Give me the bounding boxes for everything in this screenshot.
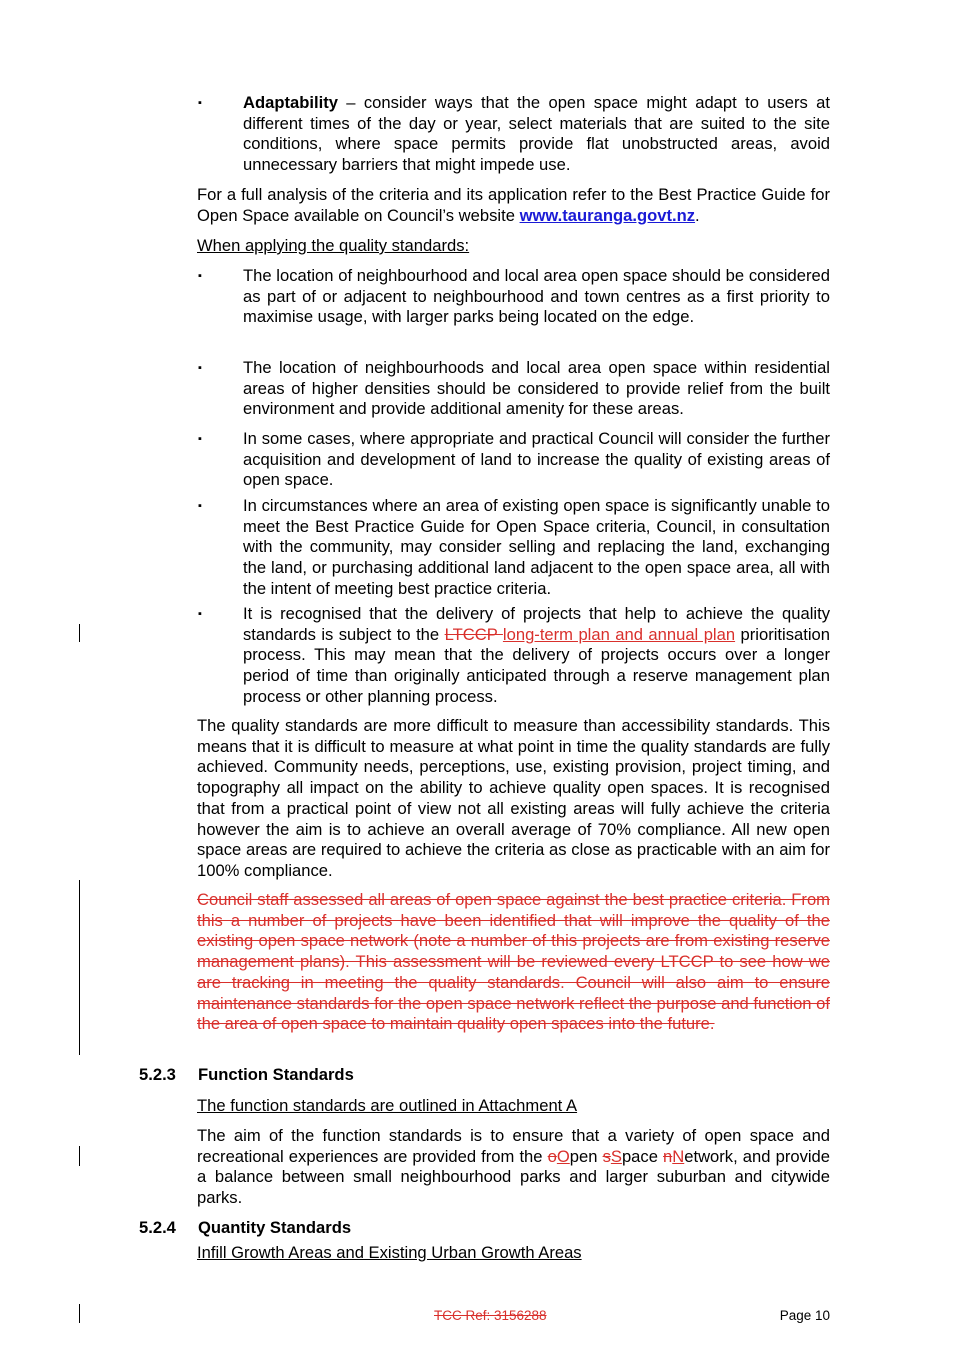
bullet-item-3: In some cases, where appropriate and practical Council will consider the further acquisition and development of land to increase the quality of existing areas of open space. [243,429,830,490]
inserted-text: O [556,1146,570,1166]
adaptability-text: – consider ways that the open space might adapt to users at different times of the day or year, select materials that are suited to the site conditions, where space permits provide flat unobstructed areas, avoid unnecessary barriers that might impede use. [243,93,830,175]
deleted-text: s [602,1146,611,1166]
section-title: Quantity Standards [198,1218,352,1237]
deleted-paragraph: Council staff assessed all areas of open space against the best practice criteria. From this a number of projects have been identified that will improve the quality of the existing open space network (note a number of this projects are from existing reserve management plans). This assessment will be reviewed every LTCCP to see how we are tracking in meeting the quality standards. Council will also aim to ensure maintenance standards for the open space network reflect the purpose and function of the area of open space to maintain quality open spaces into the future. [197,890,830,1034]
deleted-text: LTCCP [444,624,503,644]
function-text: pace [621,1146,664,1166]
function-text: The aim of the function standards is to ensure that a variety of open space and recreational experiences are provided from the [197,1126,830,1166]
analysis-text-end: . [695,205,700,225]
section-number: 5.2.4 [139,1218,176,1237]
bullet-item-2: The location of neighbourhoods and local area open space within residential areas of higher densities should be considered to provide relief from the built environment and provide additional amenity for these areas. [243,358,830,419]
bullet-item-1: The location of neighbourhood and local area open space should be considered as part of or adjacent to neighbourhood and town centres as a first priority to maximise usage, with larger parks being located on the edge. [243,266,830,327]
analysis-text: For a full analysis of the criteria and its application refer to the Best Practice Guide for Open Space available on Council’s website [197,185,830,225]
page-number: Page 10 [779,1308,830,1323]
function-paragraph [197,1126,830,1209]
bullet-5-text: It is recognised that the delivery of projects that help to achieve the quality standards is subject to the [243,604,830,644]
council-website-link[interactable]: www.tauranga.govt.nz [519,205,696,225]
quantity-subheading: Infill Growth Areas and Existing Urban Growth Areas [197,1243,582,1262]
inserted-text: N [672,1146,685,1166]
bullet-marker: ▪ [198,362,202,374]
deleted-text: n [663,1146,673,1166]
bullet-marker: ▪ [198,500,202,512]
function-text: pen [569,1146,603,1166]
function-subheading: The function standards are outlined in Attachment A [197,1096,578,1115]
change-bar [79,1146,80,1166]
adaptability-bullet [243,93,830,176]
measure-paragraph: The quality standards are more difficult to measure than accessibility standards. This means that it is difficult to measure at what point in time the quality standards are fully achieved. Community needs, perceptions, use, existing provision, project timing, and topography all impact on the ability to achieve quality open spaces. It is recognised that from a practical point of view not all existing areas will fully achieve the criteria however the aim is to achieve an overall average of 70% compliance. All new open space areas are required to achieve the criteria as close as practicable with an aim for 100% compliance. [197,716,830,880]
change-bar [79,880,80,1055]
analysis-paragraph [197,185,830,226]
inserted-text: long-term plan and annual plan [502,624,736,644]
change-bar [79,1304,80,1323]
function-text: etwork, and provide a balance between small neighbourhood parks and larger suburban and citywide parks. [197,1146,831,1208]
section-number: 5.2.3 [139,1065,176,1084]
footer-reference: TCC Ref: 3156288 [434,1308,547,1323]
bullet-marker: ▪ [198,433,202,445]
adaptability-term: Adaptability [243,93,338,112]
section-title: Function Standards [198,1065,354,1084]
inserted-text: S [610,1146,622,1166]
change-bar [79,624,80,642]
bullet-marker: ▪ [198,608,202,620]
bullet-item-4: In circumstances where an area of existing open space is significantly unable to meet the Best Practice Guide for Open Space criteria, Council, in consultation with the community, may consider selling and replacing the land, exchanging the land, or purchasing additional land adjacent to the open space area, all with the intent of meeting best practice criteria. [243,496,830,598]
bullet-item-5 [243,604,830,708]
bullet-marker: ▪ [198,97,202,109]
bullet-5-text-end: prioritisation process. This may mean that the delivery of projects occurs over a longer period of time than originally anticipated through a reserve management plan process or other planning process. [243,624,830,706]
applying-heading: When applying the quality standards: [197,236,470,255]
bullet-marker: ▪ [198,270,202,282]
deleted-text: o [547,1146,557,1166]
